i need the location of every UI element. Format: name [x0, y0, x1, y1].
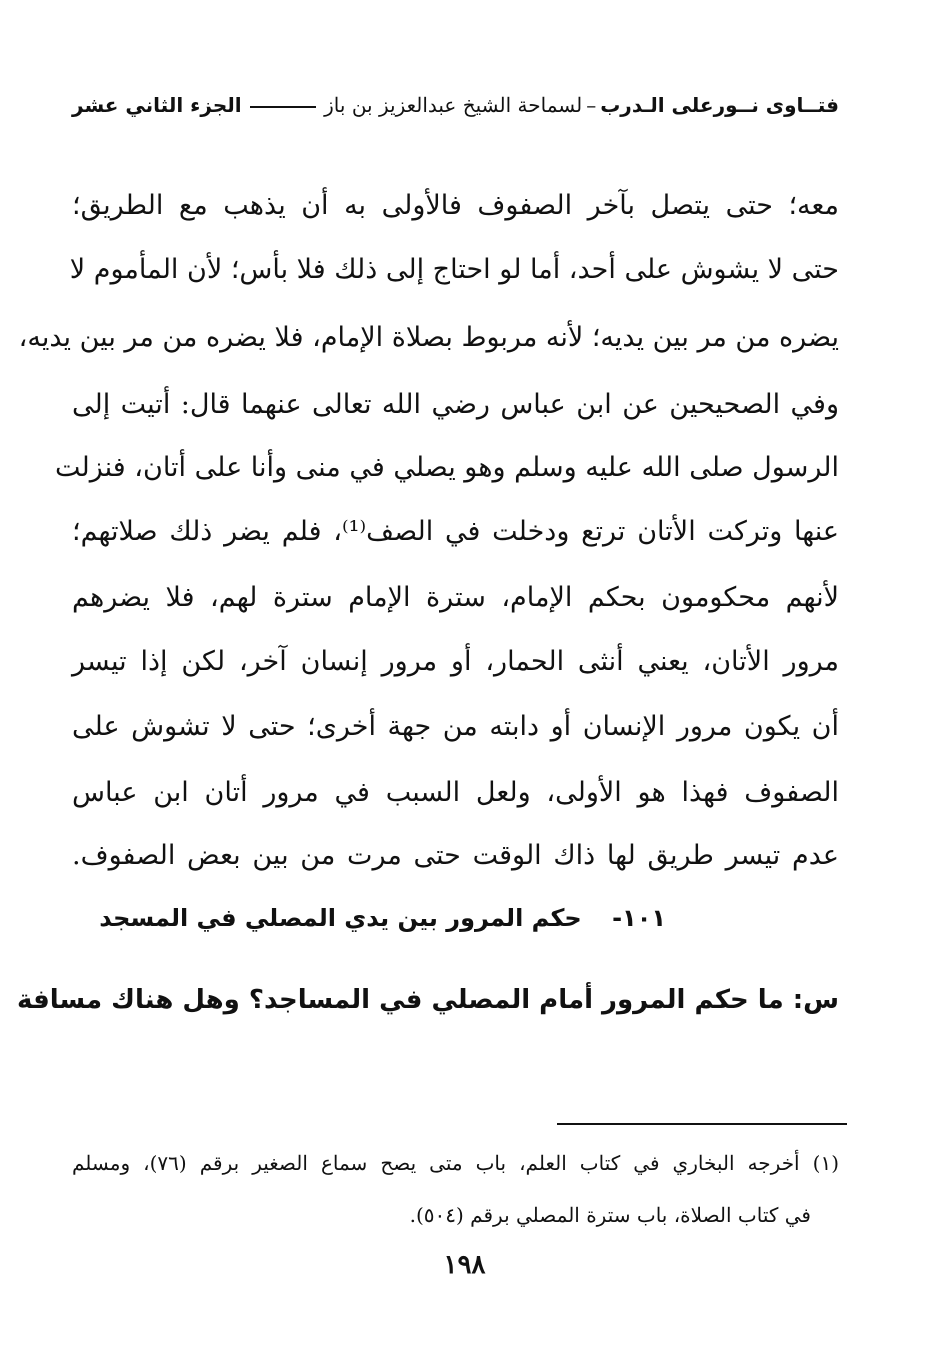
author-name: لسماحة الشيخ عبدالعزيز بن باز — [324, 93, 583, 117]
body-line-10: الصفوف فهذا هو الأولى، ولعل السبب في مرور أتان ابن عباس — [72, 777, 839, 808]
footnote-rule — [557, 1123, 847, 1125]
book-title: فتــاوى نــورعلى الـدرب — [600, 93, 839, 117]
body-line-1: معه؛ حتى يتصل بآخر الصفوف فالأولى به أن يذهب مع الطريق؛ — [72, 190, 839, 221]
section-heading — [72, 904, 666, 948]
header-rule — [250, 106, 317, 108]
section-number: ١٠١- — [612, 904, 666, 932]
body-line-2: حتى لا يشوش على أحد، أما لو احتاج إلى ذلك فلا بأس؛ لأن المأموم لا — [69, 254, 839, 285]
header-separator: – — [586, 93, 597, 117]
body-line-4: وفي الصحيحين عن ابن عباس رضي الله تعالى عنهما قال: أتيت إلى — [72, 389, 839, 420]
footnote-line-2: في كتاب الصلاة، باب سترة المصلي برقم (٥٠٤). — [409, 1203, 811, 1227]
body-line-11: عدم تيسر طريق لها ذاك الوقت حتى مرت من بين بعض الصفوف. — [72, 840, 839, 871]
section-title: حكم المرور بين يدي المصلي في المسجد — [99, 904, 582, 932]
running-header — [72, 88, 839, 122]
body-line-3: يضره من مر بين يديه؛ لأنه مربوط بصلاة الإمام، فلا يضره من مر بين يديه، — [18, 322, 839, 353]
page-number: ١٩٨ — [443, 1250, 486, 1280]
volume-label: الجزء الثاني عشر — [72, 93, 242, 117]
body-line-8: مرور الأتان، يعني أنثى الحمار، أو مرور إنسان آخر، لكن إذا تيسر — [72, 646, 839, 677]
body-line-9: أن يكون مرور الإنسان أو دابته من جهة أخرى؛ حتى لا تشوش على — [72, 711, 839, 742]
body-line-6: عنها وتركت الأتان ترتع ودخلت في الصف⁽¹⁾، فلم يضر ذلك صلاتهم؛ — [72, 516, 839, 547]
question-line: س: ما حكم المرور أمام المصلي في المساجد؟ وهل هناك مسافة — [16, 985, 839, 1015]
body-line-5: الرسول صلى الله عليه وسلم وهو يصلي في منى وأنا على أتان، فنزلت — [55, 452, 839, 483]
footnote-line-1: (١) أخرجه البخاري في كتاب العلم، باب متى يصح سماع الصغير برقم (٧٦)، ومسلم — [72, 1151, 839, 1175]
body-line-7: لأنهم محكومون بحكم الإمام، سترة الإمام سترة لهم، فلا يضرهم — [72, 582, 839, 613]
